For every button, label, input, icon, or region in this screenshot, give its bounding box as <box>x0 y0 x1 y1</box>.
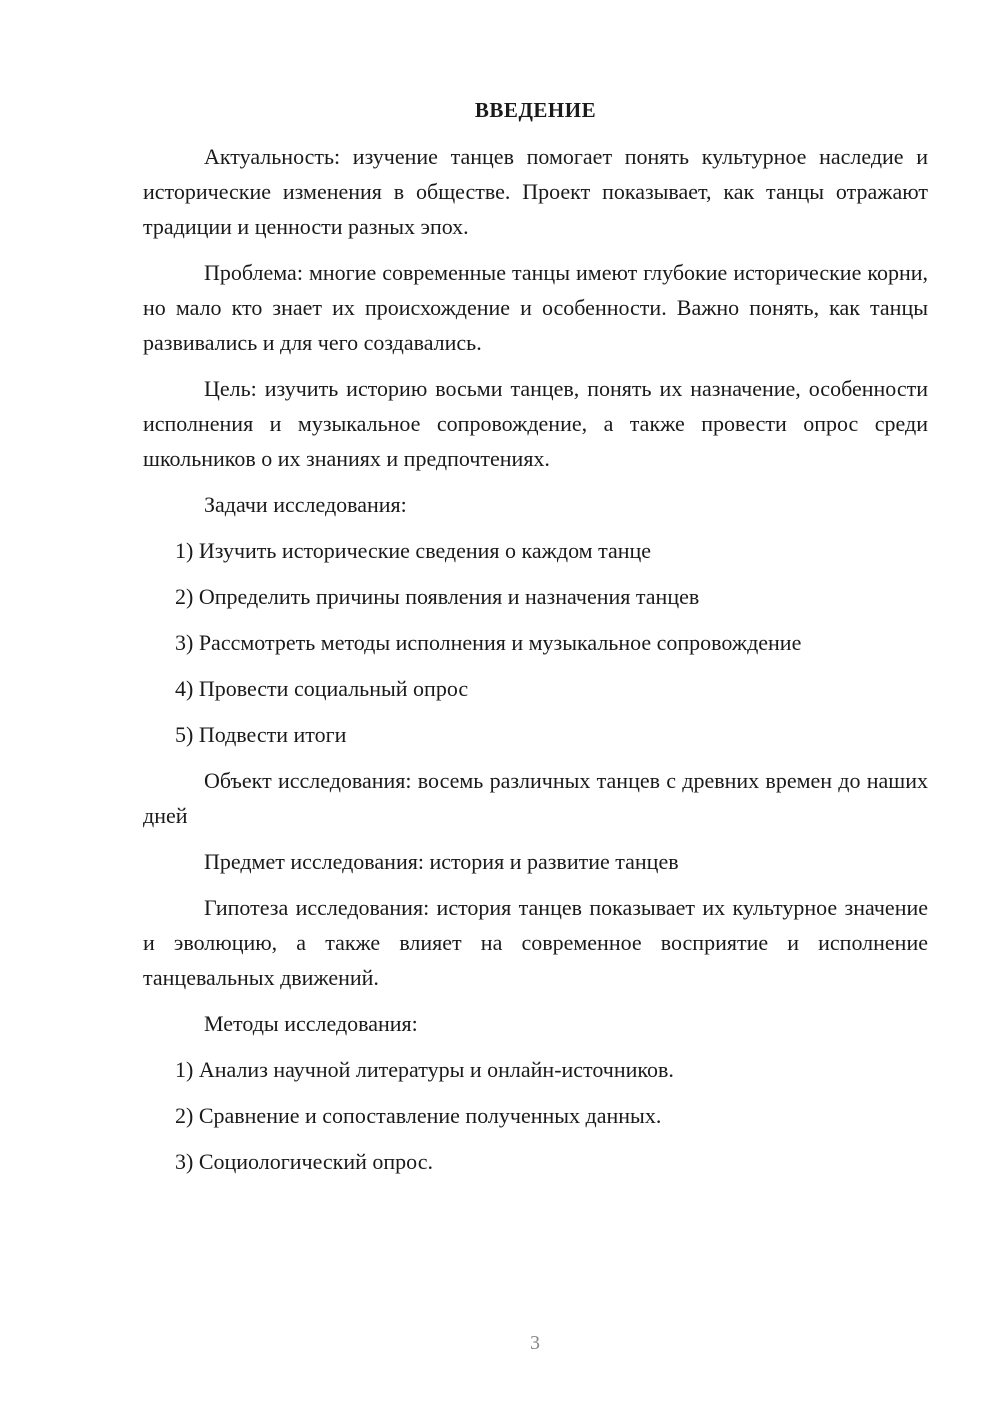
task-item: 2) Определить причины появления и назначения танцев <box>175 584 700 609</box>
method-item: 1) Анализ научной литературы и онлайн-источников. <box>175 1057 674 1082</box>
hypothesis-paragraph: Гипотеза исследования: история танцев показывает их культурное значение и эволюцию, а также влияет на современное восприятие и исполнение танцевальных движений. <box>143 895 928 990</box>
task-item: 4) Провести социальный опрос <box>175 676 469 701</box>
page-number: 3 <box>530 1332 540 1354</box>
task-item: 1) Изучить исторические сведения о каждом танце <box>175 538 652 563</box>
subject-paragraph: Предмет исследования: история и развитие танцев <box>204 849 679 874</box>
object-paragraph: Объект исследования: восемь различных танцев с древних времен до наших дней <box>143 768 928 828</box>
section-title: ВВЕДЕНИЕ <box>474 98 597 122</box>
relevance-paragraph: Актуальность: изучение танцев помогает понять культурное наследие и исторические изменения в обществе. Проект показывает, как танцы отражают традиции и ценности разных эпох. <box>143 144 928 239</box>
method-item: 3) Социологический опрос. <box>175 1149 433 1174</box>
method-item: 2) Сравнение и сопоставление полученных данных. <box>175 1103 662 1128</box>
task-item: 3) Рассмотреть методы исполнения и музыкальное сопровождение <box>175 630 802 655</box>
tasks-heading: Задачи исследования: <box>204 492 407 517</box>
task-item: 5) Подвести итоги <box>175 722 347 747</box>
problem-paragraph: Проблема: многие современные танцы имеют глубокие исторические корни, но мало кто знает их происхождение и особенности. Важно понять, как танцы развивались и для чего создавались. <box>143 260 928 355</box>
methods-heading: Методы исследования: <box>204 1011 418 1036</box>
goal-paragraph: Цель: изучить историю восьми танцев, понять их назначение, особенности исполнения и музыкальное сопровождение, а также провести опрос среди школьников о их знаниях и предпочтениях. <box>143 376 928 471</box>
page-content <box>143 93 928 1190</box>
